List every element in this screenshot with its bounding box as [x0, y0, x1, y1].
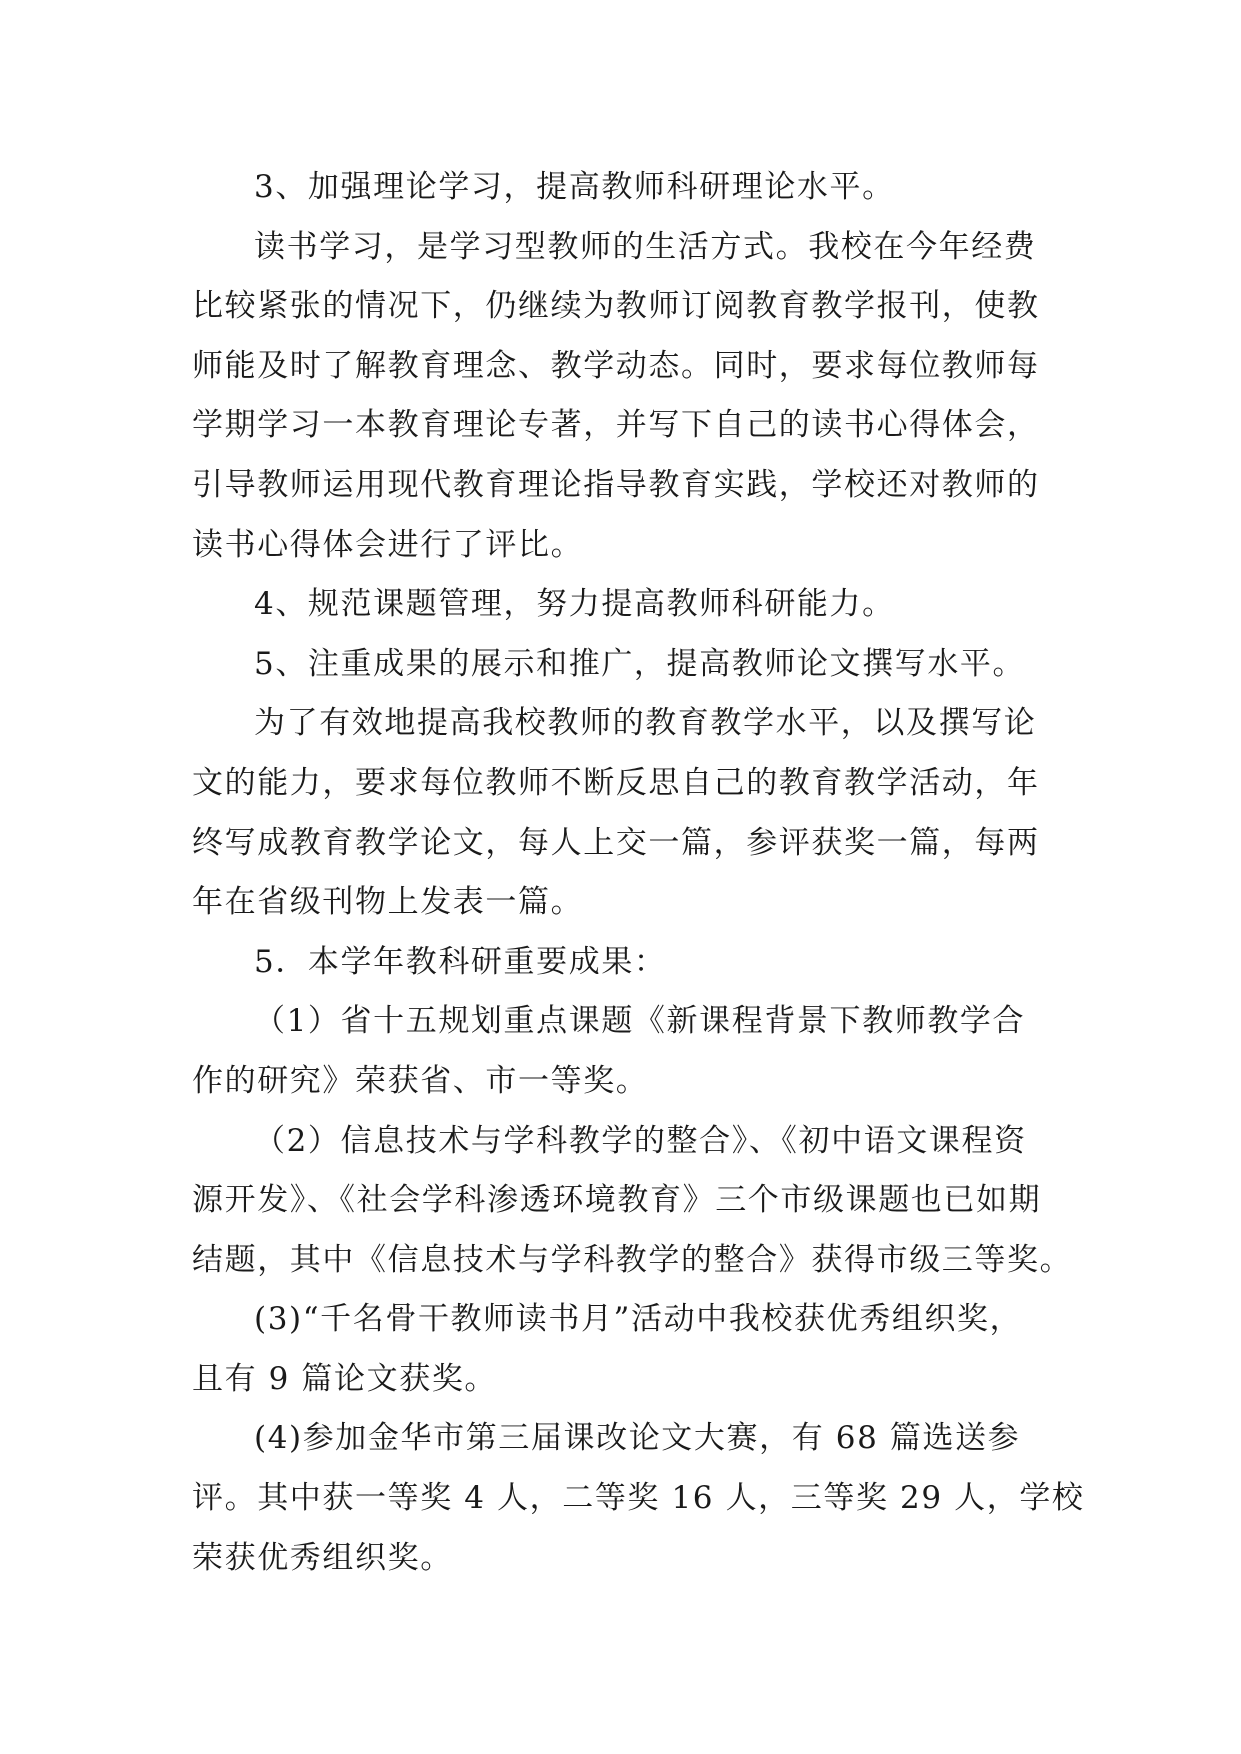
paragraph-line: 终写成教育教学论文，每人上交一篇，参评获奖一篇，每两	[192, 824, 1040, 861]
paragraph-line: 学期学习一本教育理论专著，并写下自己的读书心得体会，	[192, 407, 1040, 444]
paragraph-line: 荣获优秀组织奖。	[192, 1539, 453, 1576]
paragraph-line: 评。其中获一等奖 4 人，二等奖 16 人，三等奖 29 人，学校	[192, 1480, 1085, 1517]
paragraph-line: 引导教师运用现代教育理论指导教育实践，学校还对教师的	[192, 466, 1040, 503]
result-item-1: （1）省十五规划重点课题《新课程背景下教师教学合	[254, 1003, 1026, 1040]
paragraph-line: 结题，其中《信息技术与学科教学的整合》获得市级三等奖。	[192, 1241, 1073, 1278]
paragraph-line: 作的研究》荣获省、市一等奖。	[192, 1062, 649, 1099]
document-body	[192, 158, 1085, 1588]
paragraph-line: 比较紧张的情况下，仍继续为教师订阅教育教学报刊，使教	[192, 288, 1040, 325]
result-item-2: （2）信息技术与学科教学的整合》、《初中语文课程资	[254, 1122, 1027, 1159]
heading-results: 5．本学年教科研重要成果：	[254, 943, 667, 980]
paragraph-line: 源开发》、《社会学科渗透环境教育》三个市级课题也已如期	[192, 1182, 1042, 1219]
paragraph-line: 文的能力，要求每位教师不断反思自己的教育教学活动，年	[192, 764, 1040, 801]
result-item-4: (4)参加金华市第三届课改论文大赛，有 68 篇选送参	[254, 1420, 1021, 1457]
heading-5: 5、注重成果的展示和推广，提高教师论文撰写水平。	[254, 645, 1026, 682]
heading-4: 4、规范课题管理，努力提高教师科研能力。	[254, 586, 895, 623]
paragraph-line: 为了有效地提高我校教师的教育教学水平，以及撰写论	[254, 705, 1037, 742]
paragraph-line: 且有 9 篇论文获奖。	[192, 1360, 498, 1397]
paragraph-line: 年在省级刊物上发表一篇。	[192, 884, 584, 921]
paragraph-line: 读书学习，是学习型教师的生活方式。我校在今年经费	[254, 228, 1037, 265]
paragraph-line: 读书心得体会进行了评比。	[192, 526, 584, 563]
result-item-3: (3)“千名骨干教师读书月”活动中我校获优秀组织奖，	[254, 1301, 1023, 1338]
paragraph-line: 师能及时了解教育理念、教学动态。同时，要求每位教师每	[192, 347, 1040, 384]
heading-3: 3、加强理论学习，提高教师科研理论水平。	[254, 169, 895, 205]
